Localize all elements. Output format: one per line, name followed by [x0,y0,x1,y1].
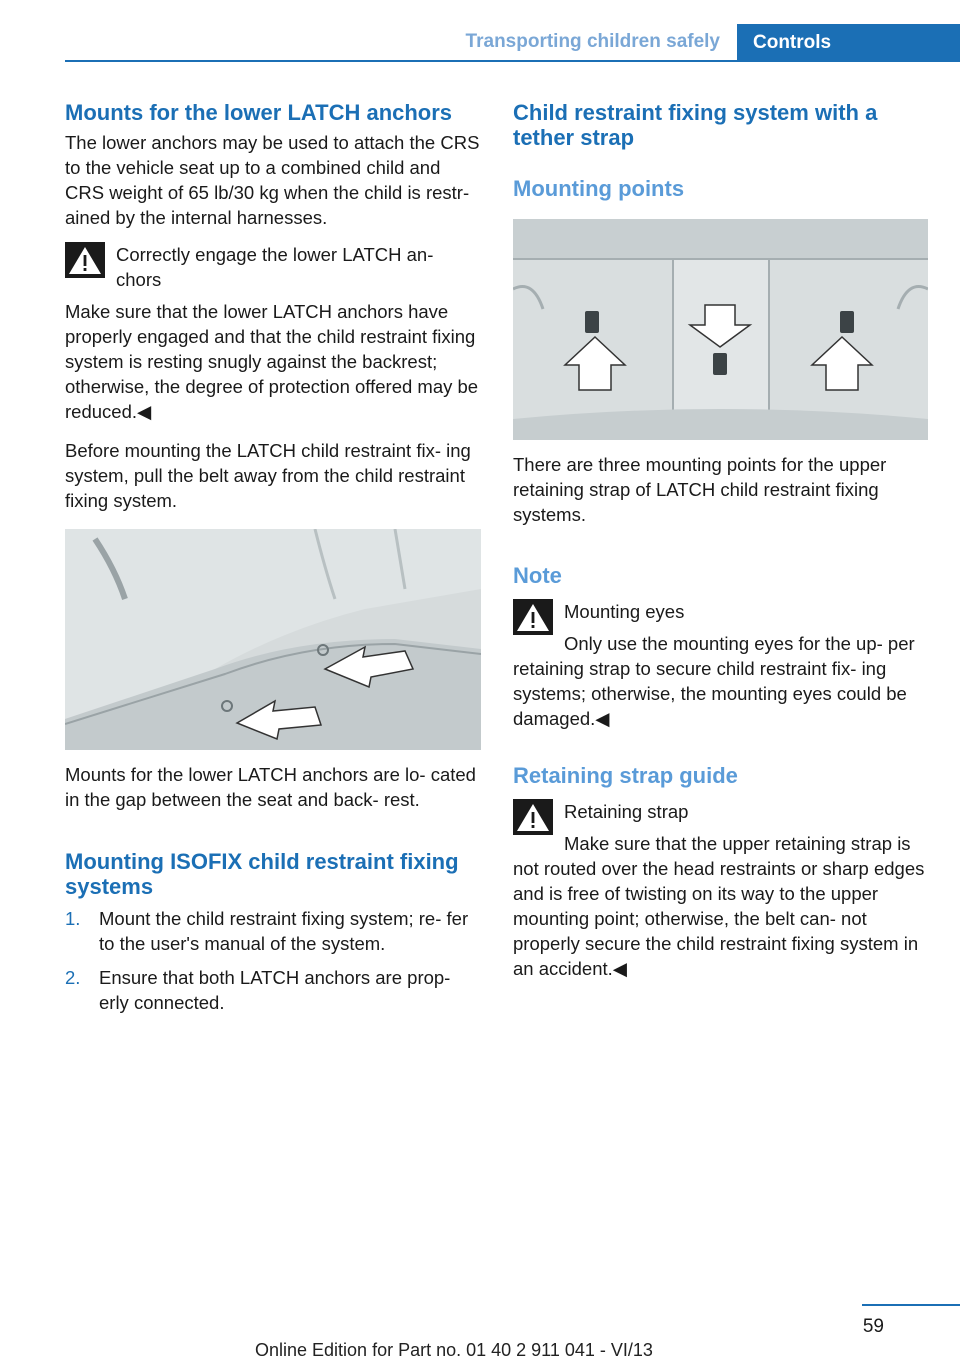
step-text: Mount the child restraint fixing system; re‐ fer to the user's manual of the system. [99,908,469,954]
footer-rule [862,1304,960,1306]
warning-text: Make sure that the upper retaining strap is not routed over the head restraints or sharp edges and is free of twisting on its way to the upper mounting point; otherwise, the belt can‐ not properly secure the child restraint fixing system in an accident.◀ [513,833,925,979]
warning-icon [65,242,105,278]
warning-block-retaining-strap [513,799,929,824]
step-text: Ensure that both LATCH anchors are prop‐ erly connected. [99,967,451,1013]
page-number: 59 [862,1316,884,1337]
heading-mounting-isofix: Mounting ISOFIX child restraint fixing systems [65,849,459,899]
warning-title: Retaining strap [564,801,689,822]
warning-title: Correctly engage the lower LATCH an‐ chors [116,244,434,290]
paragraph-before-mounting: Before mounting the LATCH child restraint fix‐ ing system, pull the belt away from the child restraint fixing system. [65,440,471,511]
steps-list [65,906,481,1015]
list-item [65,906,481,956]
running-header-tab: Controls [737,24,960,62]
warning-title: Mounting eyes [564,601,685,622]
list-item [65,965,481,1015]
warning-text: Only use the mounting eyes for the up‐ per retaining strap to secure child restraint fix‐ ing systems; otherwise, the mounting eyes could be damaged.◀ [513,633,915,729]
heading-retaining-strap-guide: Retaining strap guide [513,763,738,788]
heading-note: Note [513,563,562,588]
mounting-points-illustration [513,219,928,440]
edition-note: Online Edition for Part no. 01 40 2 911 041 - VI/13 [255,1340,653,1360]
warning-icon [513,799,553,835]
running-header-section: Transporting children safely [465,31,720,52]
seat-gap-illustration [65,529,481,750]
header-rule [65,60,960,62]
warning-block-mounting-eyes [513,599,929,624]
right-column [513,100,929,981]
step-number: 2. [65,967,81,988]
figure-caption-lower: Mounts for the lower LATCH anchors are lo‐ cated in the gap between the seat and back‐ rest. [65,764,476,810]
heading-lower-latch: Mounts for the lower LATCH anchors [65,100,453,125]
heading-tether-strap: Child restraint fixing system with a tether strap [513,100,878,150]
heading-mounting-points: Mounting points [513,176,685,201]
left-column [65,100,481,1015]
warning-icon [513,599,553,635]
step-number: 1. [65,908,81,929]
warning-text: Make sure that the lower LATCH anchors have properly engaged and that the child restraint fixing system is resting snugly against the backrest; otherwise, the degree of protection offered may be reduced.◀ [65,301,479,422]
paragraph-lower-anchors: The lower anchors may be used to attach the CRS to the vehicle seat up to a combined child and CRS weight of 65 lb/30 kg when the child is restr‐ ained by the internal harnesses. [65,132,480,228]
paragraph-mounting-points: There are three mounting points for the upper retaining strap of LATCH child restraint fixing systems. [513,454,887,525]
warning-block-latch [65,242,481,292]
